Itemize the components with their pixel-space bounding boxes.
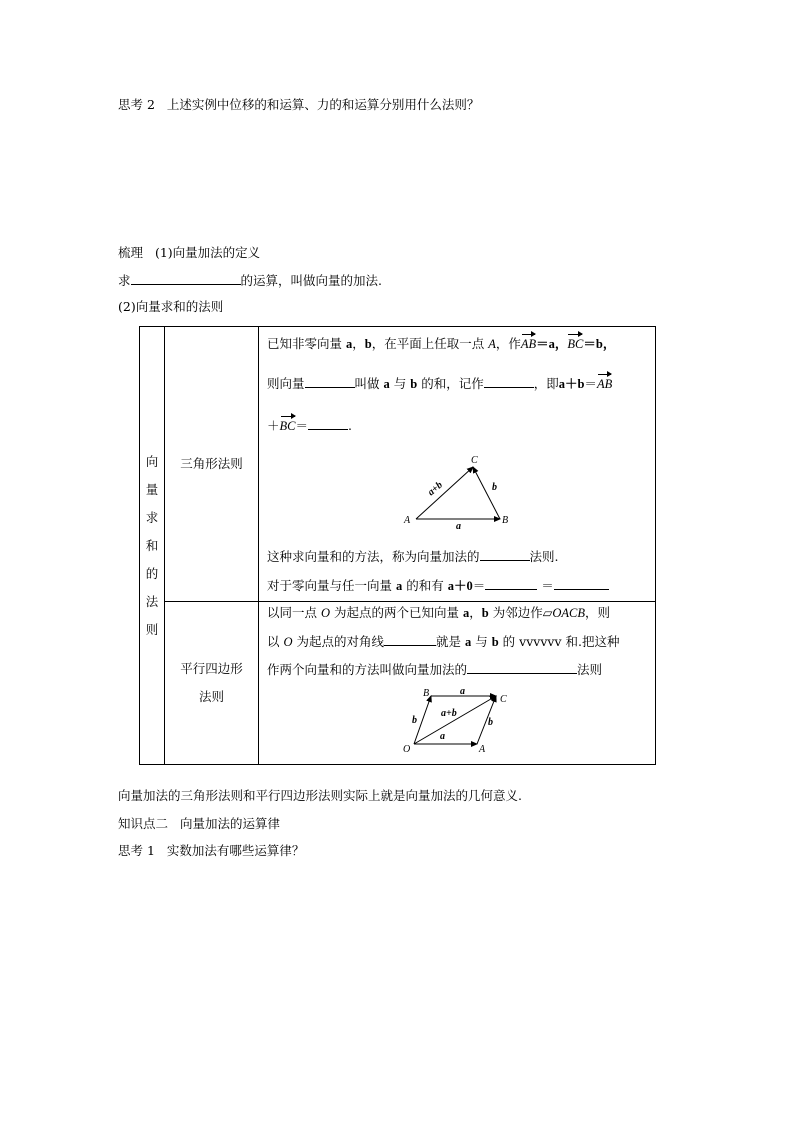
text: a＋0 — [447, 579, 473, 593]
text: 的 vvvvvv 和.把这种 — [502, 634, 620, 649]
parallelogram-rule-name — [165, 602, 259, 765]
parallelogram-line3 — [267, 661, 602, 678]
triangle-rule-name: 三角形法则 — [165, 327, 259, 602]
label-sum: a+b — [425, 479, 445, 499]
vector-b-arrow — [473, 467, 500, 519]
think1-label: 思考 1 — [118, 843, 155, 858]
label-a: a — [456, 521, 461, 531]
think1-question — [118, 843, 304, 859]
think2-question — [118, 97, 479, 113]
text: 这种求向量和的方法，称为向量加法的 — [267, 549, 480, 564]
text: 以同一点 — [267, 605, 321, 620]
triangle-blank-rule[interactable] — [480, 548, 530, 561]
vector-a: a — [462, 606, 470, 620]
triangle-line2 — [267, 375, 612, 392]
label-point-a: A — [404, 515, 411, 526]
label-a-bottom: a — [440, 731, 445, 742]
label-a-top: a — [460, 686, 465, 697]
text: 的和，记作 — [421, 376, 484, 391]
text: 对于零向量与任一向量 — [267, 578, 393, 593]
text: ＝ — [584, 376, 597, 391]
triangle-line3 — [267, 417, 352, 434]
text: ，在平面上任取一点 — [371, 336, 489, 351]
triangle-zero-rule — [267, 577, 609, 594]
vector-b: b — [410, 377, 418, 391]
parallelogram-diagram — [397, 686, 517, 756]
label-b-right: b — [488, 717, 493, 728]
summary-heading — [118, 245, 260, 261]
vector-b: b — [481, 606, 489, 620]
addition-rules-table — [139, 326, 656, 765]
text: ， — [469, 605, 482, 620]
triangle-blank-sum[interactable] — [308, 417, 348, 430]
vector-ab: AB — [596, 377, 613, 391]
vector-sum-arrow — [416, 467, 473, 519]
text: . — [348, 418, 352, 433]
label-point-o: O — [403, 744, 411, 755]
text: ，则 — [584, 605, 610, 620]
triangle-rule-content — [259, 327, 656, 602]
parallelogram-blank-diagonal[interactable] — [384, 633, 436, 646]
knowledge2-label: 知识点二 — [118, 816, 169, 831]
label-point-c: C — [471, 455, 478, 466]
text: ＝b， — [583, 337, 616, 351]
header-char: 量 — [145, 481, 159, 497]
triangle-diagram — [397, 453, 517, 531]
label-point-a: A — [479, 744, 486, 755]
text: 以 — [267, 634, 284, 649]
point-a: A — [488, 337, 496, 351]
summary-label: 梳理 — [118, 245, 144, 260]
header-char: 法 — [145, 593, 159, 609]
header-char: 求 — [145, 509, 159, 525]
parallelogram-line1 — [267, 605, 610, 621]
knowledge2-heading — [118, 816, 280, 832]
header-char: 和 — [145, 537, 159, 553]
text: ＋ — [267, 418, 280, 433]
text: ＝ — [472, 578, 486, 593]
text: 法则 — [577, 662, 603, 677]
point-o: O — [283, 635, 293, 649]
think1-text: 实数加法有哪些运算律？ — [166, 843, 305, 858]
text: 法则. — [529, 549, 559, 564]
text: 就是 — [436, 634, 462, 649]
parallelogram-name: OACB — [552, 606, 585, 620]
text: ＝ — [541, 578, 554, 593]
parallelogram-line2 — [267, 633, 619, 650]
text: ＝a， — [536, 337, 568, 351]
text: 平行四边形 — [180, 661, 243, 676]
point-o: O — [320, 606, 331, 620]
vector-bc: BC — [567, 337, 584, 351]
text: ，作 — [495, 336, 521, 351]
definition-blank[interactable] — [131, 272, 241, 285]
vector-a: a — [345, 337, 353, 351]
header-char: 则 — [145, 621, 159, 637]
def-prefix: 求 — [118, 273, 131, 288]
text: 作两个向量和的方法叫做向量加法的 — [267, 662, 468, 677]
text: 叫做 — [354, 376, 380, 391]
vector-b: b — [364, 337, 372, 351]
table-row-header — [140, 327, 165, 765]
label-b: b — [492, 482, 497, 493]
vector-oc-arrow — [414, 696, 496, 744]
parallelogram-blank-rule[interactable] — [467, 661, 577, 674]
text: ＝ — [295, 418, 309, 433]
zero-blank-2[interactable] — [554, 577, 609, 590]
text: 为邻边作▱ — [492, 605, 553, 620]
summary-item1: (1)向量加法的定义 — [154, 245, 261, 260]
triangle-blank-vector[interactable] — [305, 375, 355, 388]
vector-ab: AB — [520, 337, 537, 351]
knowledge2-title: 向量加法的运算律 — [179, 816, 280, 831]
label-b-left: b — [412, 715, 417, 726]
geometric-meaning: 向量加法的三角形法则和平行四边形法则实际上就是向量加法的几何意义. — [118, 788, 522, 803]
vector-a: a — [383, 377, 390, 391]
text: 的和有 — [406, 578, 444, 593]
vector-ac-arrow — [477, 696, 496, 744]
think2-text: 上述实例中位移的和运算、力的和运算分别用什么法则？ — [166, 97, 480, 112]
text: 与 — [393, 376, 407, 391]
definition-line — [118, 272, 382, 289]
label-sum: a+b — [441, 708, 457, 719]
text: 与 — [475, 634, 488, 649]
think2-label: 思考 2 — [118, 97, 155, 112]
def-suffix: 的运算，叫做向量的加法. — [240, 273, 382, 288]
text: 已知非零向量 — [267, 336, 346, 351]
triangle-conclusion — [267, 548, 559, 565]
label-point-c: C — [500, 694, 507, 705]
triangle-line1 — [267, 336, 615, 352]
label-point-b: B — [423, 688, 430, 699]
parallelogram-rule-content — [259, 602, 656, 765]
text: 法则 — [198, 689, 224, 704]
summary-item2: (2)向量求和的法则 — [118, 299, 224, 314]
label-point-b: B — [502, 515, 509, 526]
header-char: 的 — [145, 565, 159, 581]
vector-a: a — [396, 579, 403, 593]
text: ， — [352, 336, 365, 351]
text: 为起点的对角线 — [292, 634, 384, 649]
vector-a: a — [465, 635, 472, 649]
text: 为起点的两个已知向量 — [330, 605, 459, 620]
zero-blank-1[interactable] — [485, 577, 537, 590]
triangle-blank-notation[interactable] — [484, 375, 534, 388]
vector-bc: BC — [279, 419, 296, 433]
text: ，即 — [533, 376, 559, 391]
text: a＋b — [558, 377, 585, 391]
vector-b: b — [491, 635, 499, 649]
header-char: 向 — [145, 453, 159, 469]
text: 则向量 — [267, 376, 305, 391]
